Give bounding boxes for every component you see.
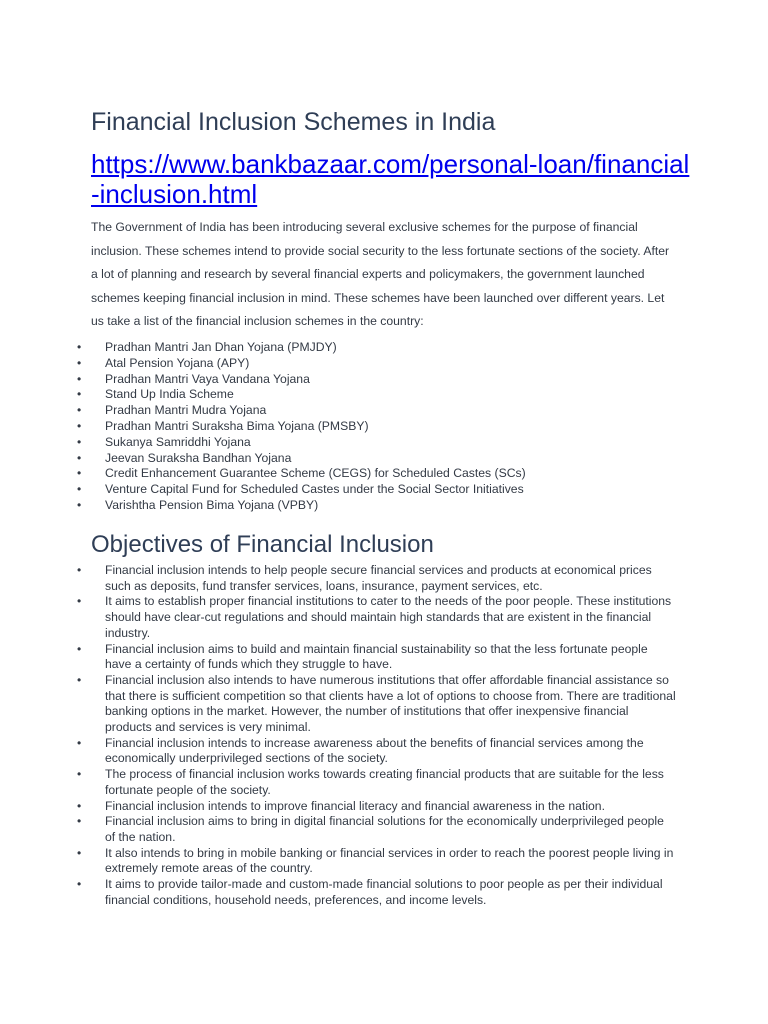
list-item: • It aims to establish proper financial institutions to cater to the needs of the poor people. These institutions should have clear-cut regulations and should maintain high standards that are existent in the financial industry. (77, 594, 677, 641)
list-item: • Venture Capital Fund for Scheduled Castes under the Social Sector Initiatives (77, 482, 677, 498)
page-title: Financial Inclusion Schemes in India (91, 108, 496, 136)
list-item: • Stand Up India Scheme (77, 387, 677, 403)
list-item: • It aims to provide tailor-made and custom-made financial solutions to poor people as per their individual financial conditions, household needs, preferences, and income levels. (77, 877, 677, 908)
list-item: • Atal Pension Yojana (APY) (77, 356, 677, 372)
intro-paragraph: The Government of India has been introducing several exclusive schemes for the purpose of financial inclusion. These schemes intend to provide social security to the less fortunate sections of the society. After a lot of planning and research by several financial experts and policymakers, the government launched schemes keeping financial inclusion in mind. These schemes have been launched over different years. Let us take a list of the financial inclusion schemes in the country: (91, 220, 670, 329)
source-link[interactable]: https://www.bankbazaar.com/personal-loan/financial-inclusion.html (91, 149, 690, 209)
list-item: • Pradhan Mantri Mudra Yojana (77, 403, 677, 419)
list-item: • Pradhan Mantri Vaya Vandana Yojana (77, 372, 677, 388)
objectives-list (77, 563, 677, 908)
list-item: • Financial inclusion intends to improve financial literacy and financial awareness in the nation. (77, 799, 677, 815)
list-item: • Financial inclusion intends to increase awareness about the benefits of financial services among the economically underprivileged sections of the society. (77, 736, 677, 767)
list-item: • Sukanya Samriddhi Yojana (77, 435, 677, 451)
list-item: • Pradhan Mantri Jan Dhan Yojana (PMJDY) (77, 340, 677, 356)
list-item: • The process of financial inclusion works towards creating financial products that are suitable for the less fortunate people of the society. (77, 767, 677, 798)
list-item: • Financial inclusion also intends to have numerous institutions that offer affordable financial assistance so that there is sufficient competition so that clients have a lot of options to choose from. There are traditional banking options in the market. However, the number of institutions that offer inexpensive financial products and services is very minimal. (77, 673, 677, 736)
list-item: • Financial inclusion intends to help people secure financial services and products at economical prices such as deposits, fund transfer services, loans, insurance, payment services, etc. (77, 563, 677, 594)
list-item: • Financial inclusion aims to bring in digital financial solutions for the economically underprivileged people of the nation. (77, 814, 677, 845)
list-item: • Financial inclusion aims to build and maintain financial sustainability so that the less fortunate people have a certainty of funds which they struggle to have. (77, 642, 677, 673)
list-item: • Varishtha Pension Bima Yojana (VPBY) (77, 498, 677, 514)
list-item: • Pradhan Mantri Suraksha Bima Yojana (PMSBY) (77, 419, 677, 435)
list-item: • Credit Enhancement Guarantee Scheme (CEGS) for Scheduled Castes (SCs) (77, 466, 677, 482)
schemes-list (77, 340, 677, 514)
list-item: • Jeevan Suraksha Bandhan Yojana (77, 451, 677, 467)
objectives-heading: Objectives of Financial Inclusion (91, 531, 434, 558)
list-item: • It also intends to bring in mobile banking or financial services in order to reach the poorest people living in extremely remote areas of the country. (77, 846, 677, 877)
